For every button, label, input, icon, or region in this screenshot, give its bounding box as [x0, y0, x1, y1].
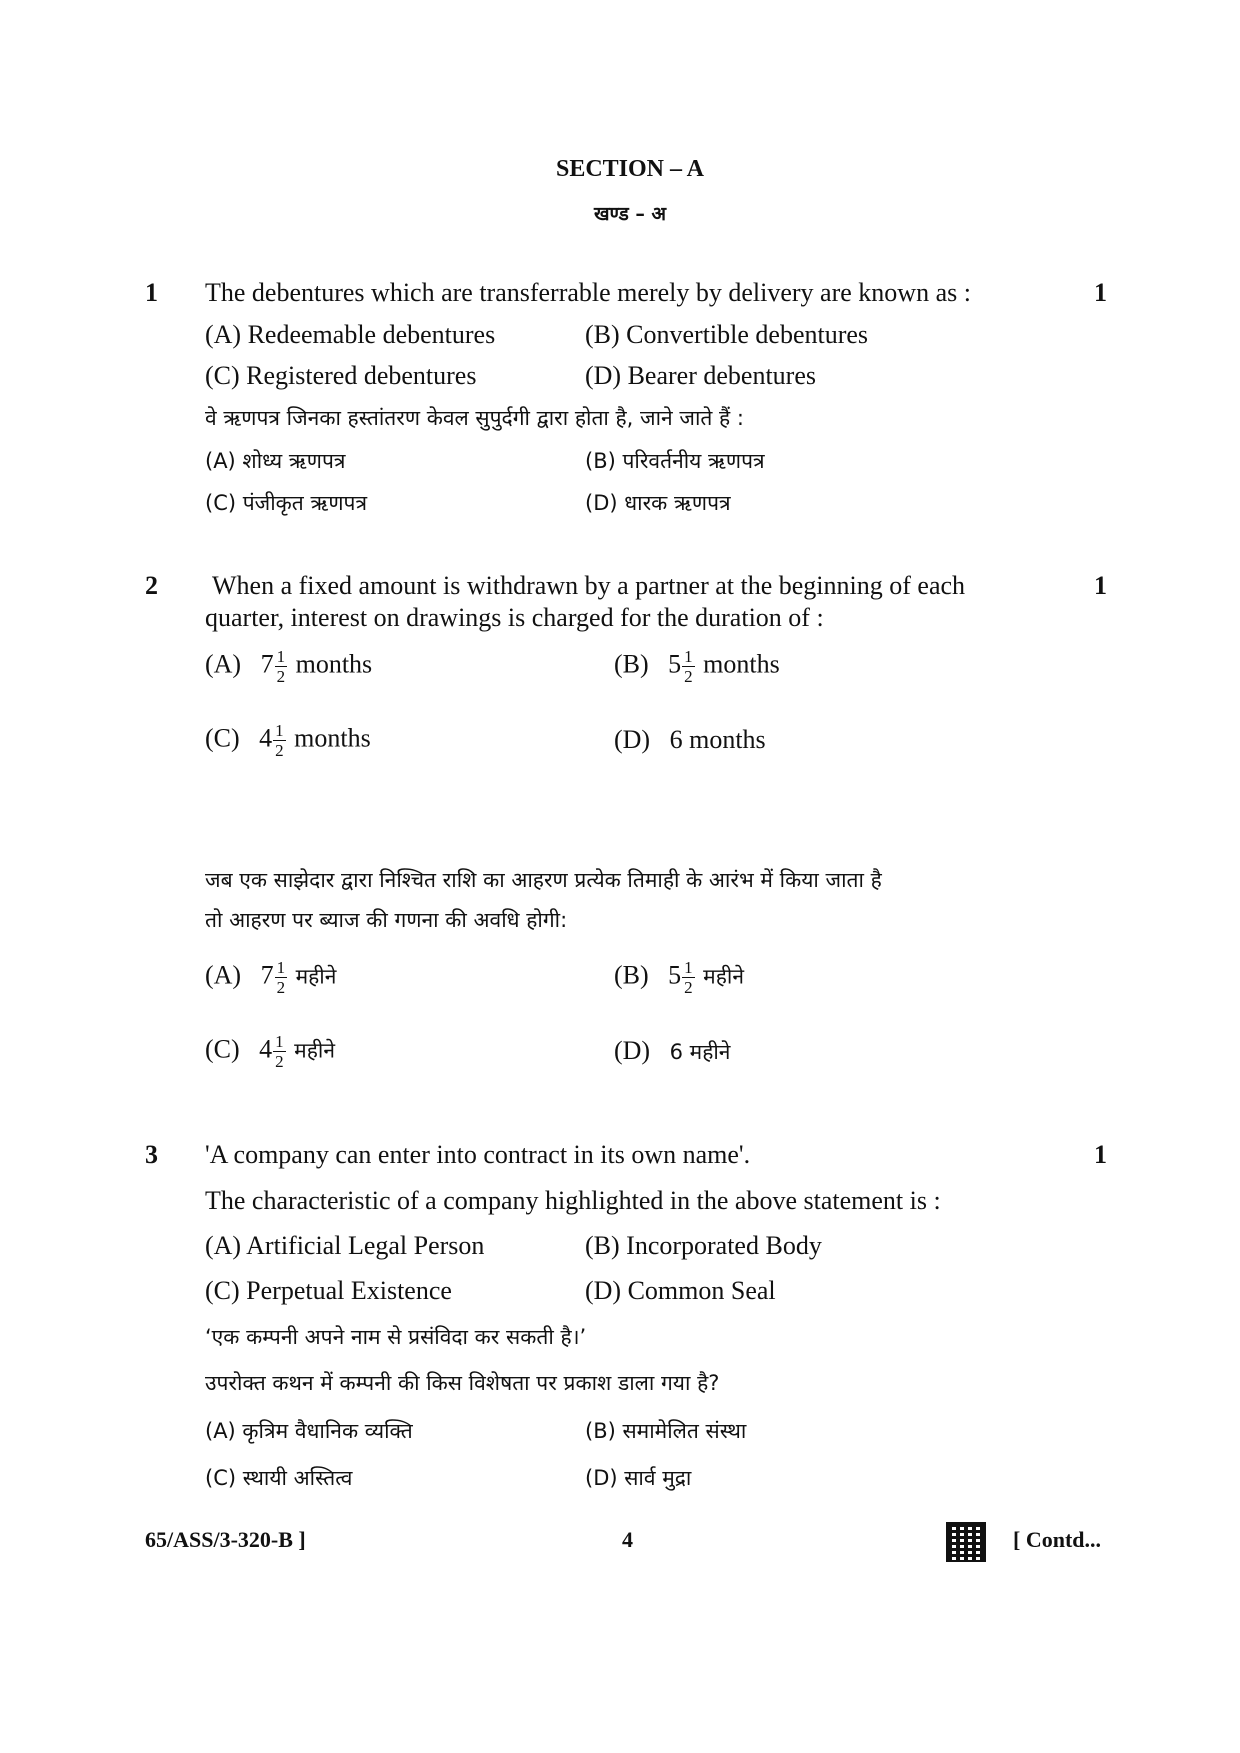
unit: महीने [295, 964, 337, 989]
question-marks: 1 [1094, 571, 1107, 600]
section-title-hi: खण्ड – अ [594, 203, 666, 225]
option-b-hi: (B) परिवर्तनीय ऋणपत्र [585, 449, 765, 473]
question-marks: 1 [1094, 278, 1107, 307]
option-text: 6 months [669, 725, 766, 754]
option-b-hi [614, 959, 744, 996]
question-text-hi-line-2: उपरोक्त कथन में कम्पनी की किस विशेषता पर प्रकाश डाला गया है? [205, 1371, 720, 1395]
whole-number: 4 [259, 1034, 273, 1064]
page-number: 4 [622, 1527, 633, 1552]
option-b-en [614, 648, 780, 685]
option-d-hi: (D) धारक ऋणपत्र [585, 491, 731, 515]
whole-number: 5 [668, 649, 682, 679]
whole-number: 7 [260, 649, 274, 679]
option-d-hi [614, 1036, 730, 1066]
fraction: $\frac{1}{2}$ [684, 647, 693, 686]
option-label: (D) [614, 1036, 651, 1065]
option-c-hi: (C) पंजीकृत ऋणपत्र [205, 491, 368, 515]
option-a-en: (A) Redeemable debentures [205, 320, 496, 349]
option-d-en [614, 725, 766, 755]
option-label: (A) [205, 649, 242, 679]
option-label: (B) [614, 649, 649, 679]
option-d-en: (D) Bearer debentures [585, 361, 816, 390]
question-text-hi-line-2: तो आहरण पर ब्याज की गणना की अवधि होगी: [205, 908, 568, 932]
option-a-en: (A) Artificial Legal Person [205, 1231, 485, 1260]
paper-code: 65/ASS/3-320-B ] [145, 1527, 306, 1552]
option-c-en [205, 722, 371, 759]
unit: महीने [294, 1038, 335, 1063]
option-label: (C) [205, 723, 240, 753]
question-marks: 1 [1094, 1140, 1107, 1169]
question-text-en-line-1: When a fixed amount is withdrawn by a partner at the beginning of each [212, 571, 966, 600]
option-a-en [205, 648, 372, 685]
option-d-en: (D) Common Seal [585, 1276, 776, 1305]
option-label: (C) [205, 1034, 240, 1064]
unit: months [294, 723, 371, 753]
option-label: (B) [614, 960, 649, 990]
option-d-hi: (D) सार्व मुद्रा [585, 1466, 692, 1490]
qr-code-icon [946, 1522, 986, 1562]
question-text-hi-line-1: जब एक साझेदार द्वारा निश्चित राशि का आहरण प्रत्येक तिमाही के आरंभ में किया जाता है [205, 868, 882, 892]
option-a-hi: (A) कृत्रिम वैधानिक व्यक्ति [205, 1419, 413, 1443]
section-title-en: SECTION – A [555, 156, 705, 182]
fraction: $\frac{1}{2}$ [275, 721, 284, 760]
option-label: (D) [614, 725, 651, 754]
question-number: 1 [145, 278, 158, 307]
question-text-en-line-2: The characteristic of a company highlighted in the above statement is : [205, 1186, 941, 1215]
option-c-en: (C) Perpetual Existence [205, 1276, 452, 1305]
whole-number: 4 [259, 723, 273, 753]
continued-label: [ Contd... [1013, 1527, 1102, 1552]
question-text-en: The debentures which are transferrable merely by delivery are known as : [205, 278, 971, 307]
option-b-en: (B) Convertible debentures [585, 320, 869, 349]
option-a-hi [205, 959, 336, 996]
option-a-hi: (A) शोध्य ऋणपत्र [205, 449, 346, 473]
question-text-en-line-2: quarter, interest on drawings is charged for the duration of : [205, 603, 824, 632]
option-text: 6 महीने [669, 1040, 731, 1064]
question-text-hi-line-1: ‘एक कम्पनी अपने नाम से प्रसंविदा कर सकती है।’ [205, 1325, 587, 1349]
option-c-hi [205, 1033, 335, 1070]
fraction: $\frac{1}{2}$ [684, 958, 693, 997]
question-text-hi: वे ऋणपत्र जिनका हस्तांतरण केवल सुपुर्दगी द्वारा होता है, जाने जाते हैं : [205, 406, 744, 430]
option-label: (A) [205, 960, 242, 990]
unit: months [703, 649, 780, 679]
whole-number: 5 [668, 960, 682, 990]
unit: महीने [703, 964, 744, 989]
question-number: 3 [145, 1140, 158, 1169]
question-text-en-line-1: 'A company can enter into contract in its own name'. [205, 1140, 751, 1169]
question-number: 2 [145, 571, 158, 600]
option-b-en: (B) Incorporated Body [585, 1231, 822, 1260]
fraction: $\frac{1}{2}$ [276, 958, 286, 997]
whole-number: 7 [260, 960, 274, 990]
fraction: $\frac{1}{2}$ [276, 647, 286, 686]
option-c-en: (C) Registered debentures [205, 361, 477, 390]
fraction: $\frac{1}{2}$ [275, 1032, 284, 1071]
unit: months [295, 649, 373, 679]
option-b-hi: (B) समामेलित संस्था [585, 1419, 747, 1443]
option-c-hi: (C) स्थायी अस्तित्व [205, 1466, 353, 1490]
